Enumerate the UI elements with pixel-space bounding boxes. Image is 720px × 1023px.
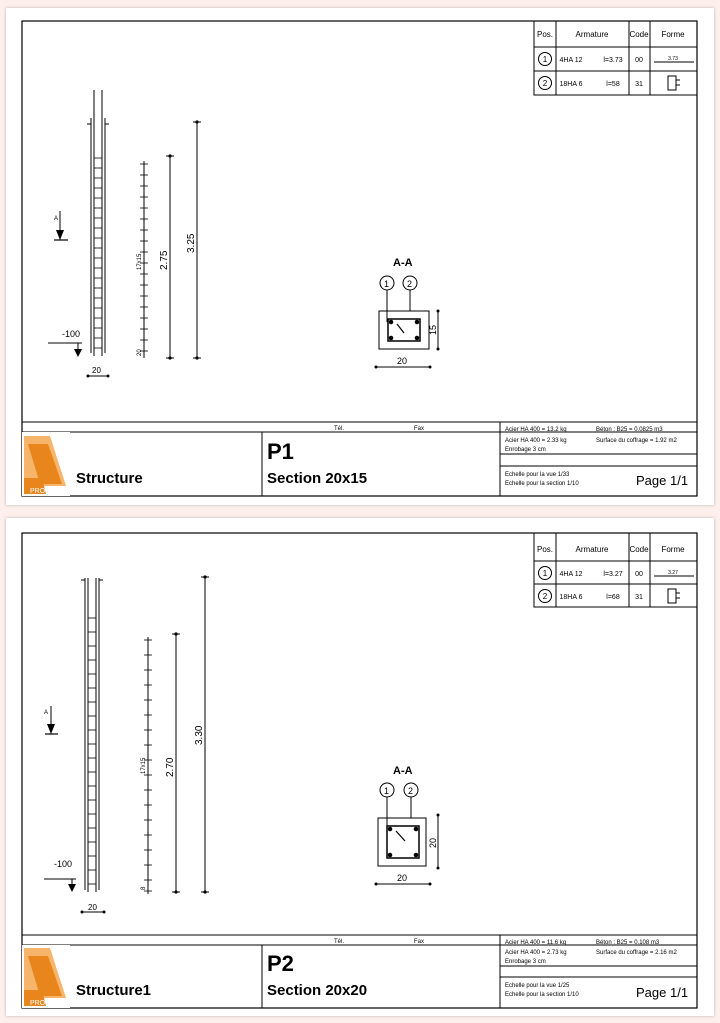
row1-shape-label: 3.27 <box>668 570 678 576</box>
logo-badge: PRO <box>30 488 46 495</box>
fax-label: Fax <box>414 426 425 432</box>
row2-length: l=58 <box>606 81 620 88</box>
cross-section <box>375 257 440 369</box>
section-title-label: A-A <box>393 257 413 269</box>
section-width-dim: 20 <box>397 873 408 883</box>
table-header-code: Code <box>629 545 649 554</box>
info-steel-2: Acier HA 400 = 2.73 kg <box>505 950 567 956</box>
table-header-pos: Pos. <box>536 545 554 554</box>
info-formwork: Surface du coffrage = 2.16 m2 <box>596 950 677 956</box>
section-arrow-label: A <box>54 216 59 222</box>
table-header-pos: Pos. <box>536 30 554 39</box>
app-logo-icon <box>22 432 70 496</box>
tel-label: Tél. <box>334 426 345 432</box>
row1-pos: 1 <box>542 55 548 64</box>
page-number: Page 1/1 <box>636 473 689 488</box>
row1-shape-label: 3.73 <box>668 56 678 62</box>
fax-label: Fax <box>414 939 425 945</box>
info-scale-section: Echelle pour la section 1/10 <box>505 992 579 998</box>
info-scale-section: Echelle pour la section 1/10 <box>505 481 579 487</box>
section-bubble-1: 1 <box>384 786 390 796</box>
row1-code: 00 <box>635 571 643 578</box>
stirrup-count-label: 17x15 <box>137 253 143 270</box>
table-header-forme: Forme <box>661 545 685 554</box>
level-marker-icon <box>44 879 76 892</box>
row2-pos: 2 <box>542 79 548 88</box>
bar-schedule-table <box>534 21 697 95</box>
info-steel-1: Acier HA 400 = 11.6 kg <box>505 940 567 946</box>
stirrup-shape-icon <box>668 589 680 603</box>
section-height-dim: 15 <box>428 324 438 335</box>
title-block <box>22 935 697 1008</box>
column-elevation <box>44 578 106 914</box>
row1-bar: 4HA 12 <box>559 57 583 64</box>
stirrup-end-label: 8 <box>141 886 147 890</box>
row2-bar: 18HA 6 <box>559 81 583 88</box>
level-label: -100 <box>54 859 73 869</box>
cross-section <box>375 765 440 886</box>
column-title: P2 <box>267 951 294 976</box>
title-block <box>22 422 697 496</box>
section-title: Section 20x20 <box>267 982 368 999</box>
stirrup-count-label: 17x15 <box>141 757 147 774</box>
section-title: Section 20x15 <box>267 470 368 487</box>
info-scale-view: Echelle pour la vue 1/25 <box>505 983 570 989</box>
row2-code: 31 <box>635 81 643 88</box>
level-marker-icon <box>48 343 82 357</box>
dim-outer-label: 3.30 <box>194 725 205 745</box>
info-cover: Enrobage 3 cm <box>505 959 546 965</box>
row1-bar: 4HA 12 <box>559 571 583 578</box>
drawing-sheet-2 <box>6 518 714 1016</box>
tel-label: Tél. <box>334 939 345 945</box>
section-bubble-2: 2 <box>407 279 413 289</box>
row1-length: l=3.27 <box>603 571 623 578</box>
info-steel-1: Acier HA 400 = 13.2 kg <box>505 427 567 433</box>
section-arrow-label: A <box>44 710 49 716</box>
sheet-frame <box>22 533 697 1008</box>
dim-outer-label: 3.25 <box>186 233 197 253</box>
stirrup-end-label: 20 <box>137 349 143 356</box>
sheet-frame <box>22 21 697 496</box>
table-header-armature: Armature <box>575 545 609 554</box>
row1-code: 00 <box>635 57 643 64</box>
row1-pos: 1 <box>542 569 548 578</box>
info-formwork: Surface du coffrage = 1.92 m2 <box>596 438 677 444</box>
column-width-dim: 20 <box>88 903 97 912</box>
info-concrete: Béton : B25 = 0.108 m3 <box>596 940 660 946</box>
table-header-forme: Forme <box>661 30 685 39</box>
stirrup-distribution <box>141 637 152 894</box>
drawing-sheet-1 <box>6 8 714 505</box>
dimension-lines <box>165 575 209 893</box>
column-width-dim: 20 <box>92 366 101 375</box>
logo-badge: PRO <box>30 1000 46 1007</box>
row2-code: 31 <box>635 594 643 601</box>
info-cover: Enrobage 3 cm <box>505 447 546 453</box>
row2-length: l=68 <box>606 594 620 601</box>
info-concrete: Béton : B25 = 0.0825 m3 <box>596 427 663 433</box>
dim-inner-label: 2.70 <box>165 757 176 777</box>
stirrup-distribution <box>137 161 148 358</box>
section-width-dim: 20 <box>397 356 408 366</box>
row1-length: l=3.73 <box>603 57 623 64</box>
section-bubble-1: 1 <box>384 279 390 289</box>
dimension-lines <box>159 120 201 359</box>
column-title: P1 <box>267 439 294 464</box>
bar-schedule-table <box>534 533 697 607</box>
row2-pos: 2 <box>542 592 548 601</box>
structure-name: Structure <box>76 470 143 487</box>
info-scale-view: Echelle pour la vue 1/33 <box>505 472 570 478</box>
dim-inner-label: 2.75 <box>159 250 170 270</box>
column-elevation <box>48 90 110 378</box>
level-label: -100 <box>62 329 81 339</box>
section-bubble-2: 2 <box>408 786 414 796</box>
structure-name: Structure1 <box>76 982 152 999</box>
row2-bar: 18HA 6 <box>559 594 583 601</box>
page-number: Page 1/1 <box>636 985 689 1000</box>
info-steel-2: Acier HA 400 = 2.33 kg <box>505 438 567 444</box>
section-height-dim: 20 <box>428 837 438 848</box>
table-header-code: Code <box>629 30 649 39</box>
section-title-label: A-A <box>393 765 413 777</box>
stirrup-shape-icon <box>668 76 680 90</box>
app-logo-icon <box>22 945 70 1008</box>
table-header-armature: Armature <box>575 30 609 39</box>
